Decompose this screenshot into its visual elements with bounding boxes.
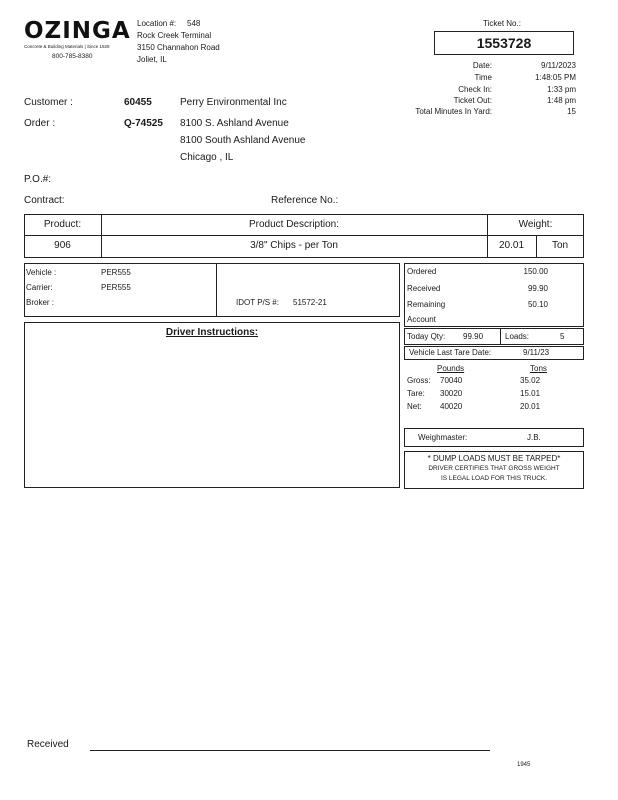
ticket-number: 1553728	[476, 35, 532, 51]
product-unit: Ton	[551, 240, 569, 251]
driver-instructions-box	[24, 322, 400, 488]
broker-label: Broker :	[26, 298, 55, 307]
product-code: 906	[54, 240, 71, 251]
weighmaster-value: J.B.	[527, 433, 541, 442]
company-phone: 800-785-8380	[52, 53, 93, 60]
gross-pounds: 70040	[440, 376, 463, 385]
tons-header: Tons	[530, 364, 547, 373]
today-qty-label: Today Qty:	[407, 332, 446, 341]
net-pounds: 40020	[440, 402, 463, 411]
today-qty-value: 99.90	[463, 332, 484, 341]
check-in-label: Check In:	[458, 85, 492, 94]
ordered-value: 150.00	[523, 267, 548, 276]
date-value: 9/11/2023	[541, 61, 576, 70]
minutes-in-yard-label: Total Minutes In Yard:	[415, 107, 492, 116]
loads-label: Loads:	[505, 332, 530, 341]
driver-instructions-label: Driver Instructions:	[165, 327, 259, 338]
date-label: Date:	[472, 61, 492, 70]
ordered-label: Ordered	[407, 267, 437, 276]
received-qty-value: 99.90	[527, 284, 548, 293]
ticket-out-label: Ticket Out:	[453, 96, 492, 105]
received-signature-label: Received	[27, 739, 69, 750]
weight-header: Weight:	[518, 219, 553, 230]
tare-label: Tare:	[407, 389, 425, 398]
check-in-value: 1:33 pm	[547, 85, 576, 94]
carrier-label: Carrier:	[26, 283, 53, 292]
tare-date-label: Vehicle Last Tare Date:	[409, 348, 492, 357]
location-name: Rock Creek Terminal	[137, 31, 212, 40]
vehicle-box	[24, 263, 400, 317]
location-number: 548	[187, 19, 201, 28]
notice-line-2: DRIVER CERTIFIES THAT GROSS WEIGHT	[428, 465, 560, 472]
vehicle-box-divider	[216, 263, 217, 317]
notice-line-1: * DUMP LOADS MUST BE TARPED*	[427, 454, 561, 463]
ticket-out-value: 1:48 pm	[547, 96, 576, 105]
location-city: Joliet, IL	[137, 55, 167, 64]
order-label: Order :	[24, 118, 56, 129]
idot-value: 51572-21	[293, 298, 327, 307]
net-tons: 20.01	[520, 402, 541, 411]
minutes-in-yard-value: 15	[567, 107, 576, 116]
customer-id: 60455	[124, 97, 152, 108]
notice-line-3: IS LEGAL LOAD FOR THIS TRUCK.	[440, 475, 548, 482]
order-address-2: 8100 South Ashland Avenue	[180, 135, 306, 146]
net-label: Net:	[407, 402, 422, 411]
description-header: Product Description:	[248, 219, 340, 230]
loads-value: 5	[560, 332, 565, 341]
weighmaster-label: Weighmaster:	[418, 433, 468, 442]
remaining-label: Remaining	[407, 300, 446, 309]
location-street: 3150 Channahon Road	[137, 43, 220, 52]
customer-label: Customer :	[24, 97, 73, 108]
time-label: Time	[474, 73, 492, 82]
tare-date-value: 9/11/23	[523, 348, 550, 357]
po-label: P.O.#:	[24, 174, 52, 185]
customer-name: Perry Environmental Inc	[180, 97, 287, 108]
signature-line	[90, 750, 490, 751]
footer-code: 1945	[517, 762, 531, 768]
product-table-divider	[24, 235, 584, 236]
today-box-divider	[500, 328, 501, 345]
received-qty-label: Received	[407, 284, 441, 293]
product-description: 3/8" Chips - per Ton	[250, 240, 338, 251]
tare-pounds: 30020	[440, 389, 463, 398]
product-weight: 20.01	[498, 240, 525, 251]
vehicle-label: Vehicle :	[26, 268, 57, 277]
gross-label: Gross:	[407, 376, 431, 385]
contract-label: Contract:	[24, 195, 65, 206]
pounds-header: Pounds	[437, 364, 465, 373]
company-tagline: Concrete & Building Materials | Since 1928	[24, 44, 110, 49]
location-number-label: Location #:	[137, 19, 177, 28]
account-label: Account	[407, 315, 436, 324]
time-value: 1:48:05 PM	[535, 73, 576, 82]
idot-label: IDOT P/S #:	[236, 298, 279, 307]
reference-label: Reference No.:	[271, 195, 339, 206]
vehicle-value: PER555	[101, 268, 131, 277]
order-id: Q-74525	[124, 118, 163, 129]
order-address-1: 8100 S. Ashland Avenue	[180, 118, 289, 129]
tare-tons: 15.01	[520, 389, 541, 398]
order-address-3: Chicago , IL	[180, 152, 234, 163]
carrier-value: PER555	[101, 283, 131, 292]
product-header: Product:	[43, 219, 82, 230]
gross-tons: 35.02	[520, 376, 541, 385]
company-logo: OZINGA	[24, 18, 131, 44]
ticket-label: Ticket No.:	[483, 19, 521, 28]
remaining-value: 50.10	[527, 300, 548, 309]
